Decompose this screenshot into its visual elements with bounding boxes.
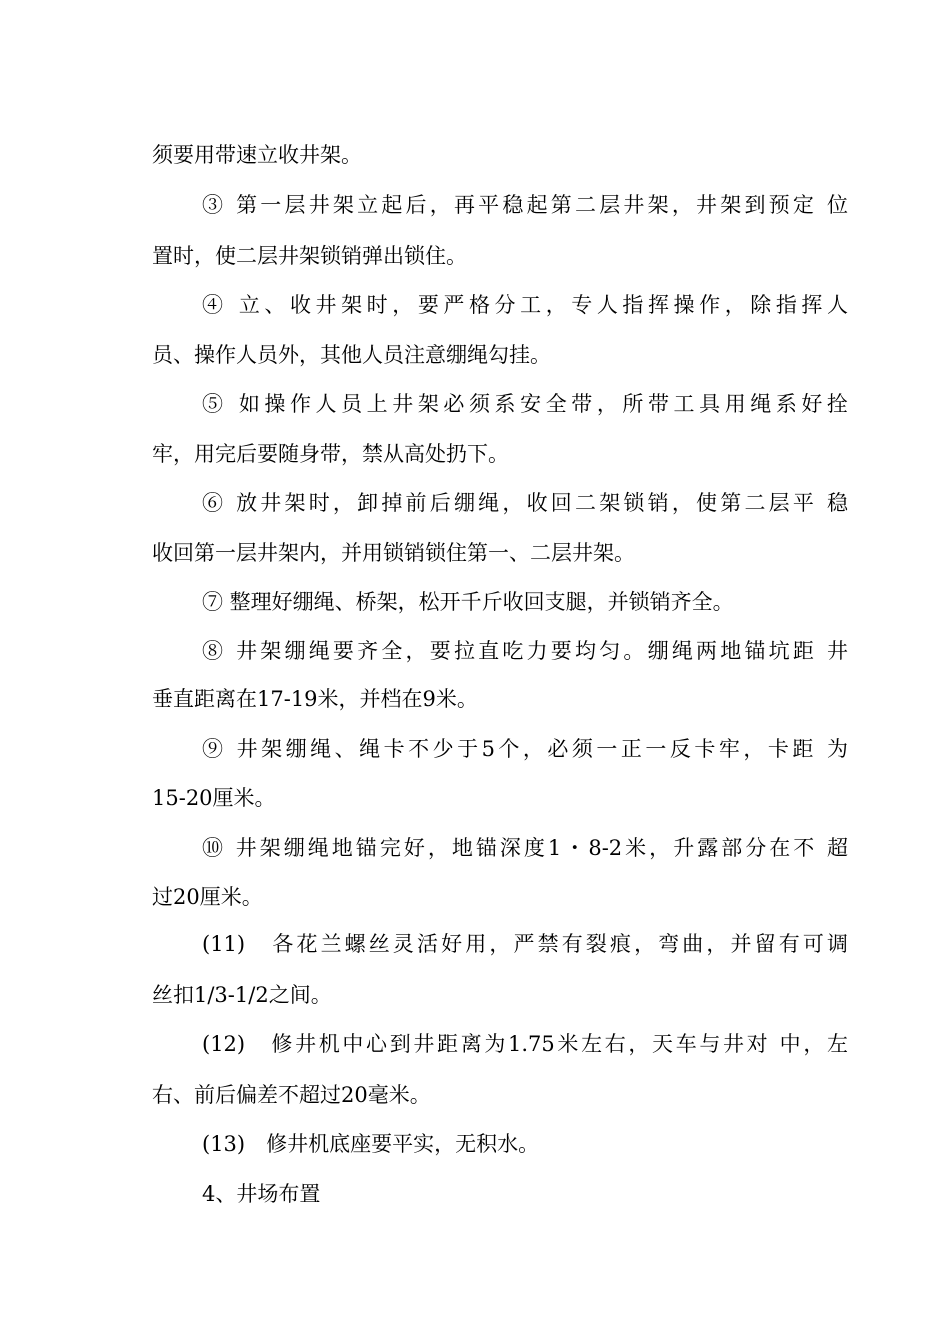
text-line: ⑦ 整理好绷绳、桥架，松开千斤收回支腿，并锁销齐全。 bbox=[202, 590, 734, 614]
text-line: ⑧ 井架绷绳要齐全，要拉直吃力要均匀。绷绳两地锚坑距 井 bbox=[202, 639, 848, 663]
text-line: 丝扣1/3-1/2之间。 bbox=[152, 983, 332, 1007]
text-line: 收回第一层井架内，并用锁销锁住第一、二层井架。 bbox=[152, 541, 635, 565]
text-line: (13) 修井机底座要平实，无积水。 bbox=[202, 1132, 540, 1156]
text-line: 过20厘米。 bbox=[152, 885, 263, 909]
text-line: ⑨ 井架绷绳、绳卡不少于5个，必须一正一反卡牢，卡距 为 bbox=[202, 737, 848, 761]
text-line: 须要用带速立收井架。 bbox=[152, 143, 362, 167]
text-line: 置时，使二层井架锁销弹出锁住。 bbox=[152, 244, 467, 268]
text-line: (12) 修井机中心到井距离为1.75米左右，天车与井对 中，左 bbox=[202, 1032, 848, 1056]
text-line: 员、操作人员外，其他人员注意绷绳勾挂。 bbox=[152, 343, 551, 367]
text-line: 右、前后偏差不超过20毫米。 bbox=[152, 1083, 431, 1107]
text-line: ⑥ 放井架时，卸掉前后绷绳，收回二架锁销，使第二层平 稳 bbox=[202, 491, 848, 515]
text-line: 垂直距离在17-19米，并档在9米。 bbox=[152, 687, 478, 711]
text-line: (11) 各花兰螺丝灵活好用，严禁有裂痕，弯曲，并留有可调 bbox=[202, 932, 848, 956]
text-line: 15-20厘米。 bbox=[152, 786, 276, 810]
section-heading: 4、井场布置 bbox=[202, 1182, 321, 1206]
text-line: ⑩ 井架绷绳地锚完好，地锚深度1・8-2米，升露部分在不 超 bbox=[202, 836, 848, 860]
text-line: ④ 立、收井架时，要严格分工，专人指挥操作，除指挥人 bbox=[202, 293, 848, 317]
text-line: ⑤ 如操作人员上井架必须系安全带，所带工具用绳系好拴 bbox=[202, 392, 848, 416]
text-line: ③ 第一层井架立起后，再平稳起第二层井架，井架到预定 位 bbox=[202, 193, 848, 217]
text-line: 牢，用完后要随身带，禁从高处扔下。 bbox=[152, 442, 509, 466]
